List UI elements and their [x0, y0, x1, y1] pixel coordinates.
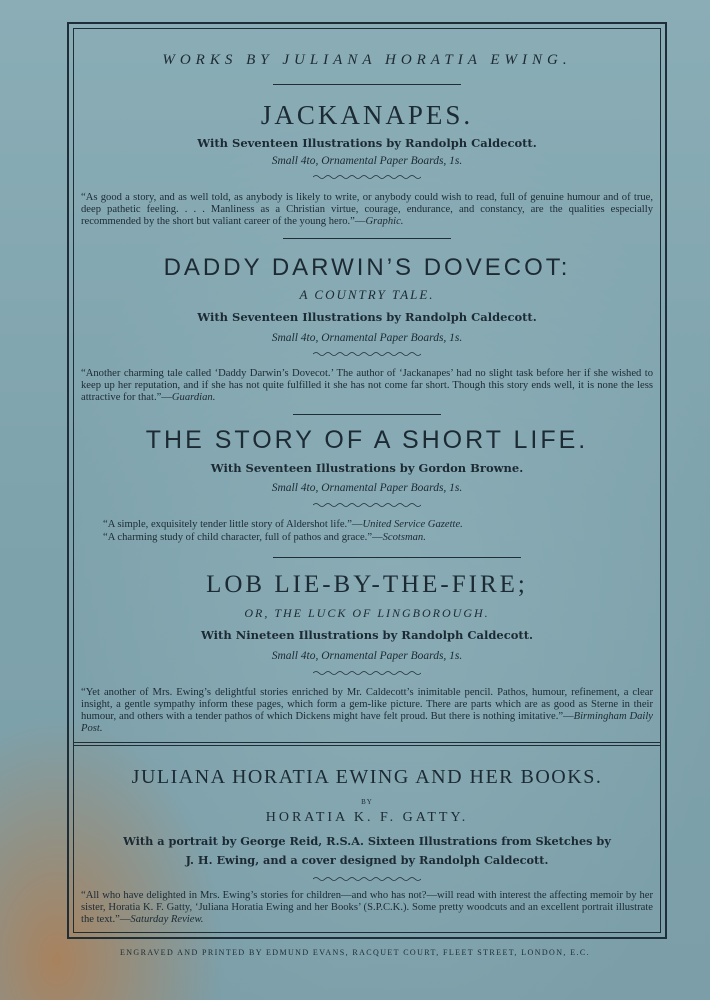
book-format-jackanapes: Small 4to, Ornamental Paper Boards, 1s.	[271, 155, 463, 167]
book-title-daddy-darwin: DADDY DARWIN’S DOVECOT:	[163, 254, 571, 281]
biography-illustrations-line1: With a portrait by George Reid, R.S.A. Sixteen Illustrations from Sketches by	[123, 834, 611, 848]
book-format-daddy-darwin: Small 4to, Ornamental Paper Boards, 1s.	[271, 332, 463, 344]
book-title-lob-lie: LOB LIE-BY-THE-FIRE;	[206, 571, 528, 598]
book-illustrations-short-life: With Seventeen Illustrations by Gordon Browne.	[210, 461, 524, 475]
biography-author: HORATIA K. F. GATTY.	[265, 810, 469, 825]
book-subtitle-daddy-darwin: A COUNTRY TALE.	[299, 287, 435, 302]
wavy-ornament	[313, 502, 421, 508]
divider	[273, 84, 461, 85]
book-subtitle-lob-lie: OR, THE LUCK OF LINGBOROUGH.	[244, 606, 490, 620]
book-title-jackanapes: JACKANAPES.	[260, 100, 474, 130]
wavy-ornament	[313, 876, 421, 882]
divider	[273, 557, 521, 558]
divider	[293, 414, 441, 415]
review-quote-short-life-1: “A simple, exquisitely tender little story of Aldershot life.”—United Service Gazette.	[103, 519, 463, 530]
book-illustrations-lob-lie: With Nineteen Illustrations by Randolph Caldecott.	[200, 628, 534, 642]
review-quote-biography: “All who have delighted in Mrs. Ewing’s stories for children—and who has not?—will read with interest the affecting memoir by her sister, Horatia K. F. Gatty, ‘Juliana Horatia Ewing and her Books’ (S.P.C.K.). Some pretty woodcuts and an excellent portrait illustrate the text.”—Saturday Review.	[81, 890, 653, 925]
double-divider	[73, 742, 661, 746]
biography-by: BY	[361, 798, 373, 806]
biography-illustrations-line2: J. H. Ewing, and a cover designed by Randolph Caldecott.	[185, 853, 549, 867]
printer-imprint: ENGRAVED AND PRINTED BY EDMUND EVANS, RACQUET COURT, FLEET STREET, LONDON, E.C.	[119, 948, 591, 957]
divider	[283, 238, 451, 239]
series-title: WORKS BY JULIANA HORATIA EWING.	[162, 52, 572, 68]
wavy-ornament	[313, 351, 421, 357]
book-illustrations-daddy-darwin: With Seventeen Illustrations by Randolph Caldecott.	[197, 310, 537, 324]
review-quote-jackanapes: “As good a story, and as well told, as anybody is likely to write, or anybody could wish to read, full of genuine humour and of true, deep pathetic feeling. . . . Manliness as a Christian virtue, courage, endurance, and constancy, are the qualities especially recommended by the short but valiant career of the young hero.”—Graphic.	[81, 192, 653, 227]
biography-title: JULIANA HORATIA EWING AND HER BOOKS.	[131, 766, 603, 788]
wavy-ornament	[313, 174, 421, 180]
book-title-short-life: THE STORY OF A SHORT LIFE.	[145, 426, 589, 454]
review-quote-short-life-2: “A charming study of child character, full of pathos and grace.”—Scotsman.	[103, 532, 426, 543]
review-quote-lob-lie: “Yet another of Mrs. Ewing’s delightful stories enriched by Mr. Caldecott’s inimitable pencil. Pathos, humour, refinement, a clear insight, a gentle sympathy inform these pages, which form a gem-like picture. There are parts which are as good as Sterne in their humour, and others with a tender pathos of which Dickens might have felt proud. But there is nothing imitative.”—Birmingham Daily Post.	[81, 687, 654, 734]
book-format-short-life: Small 4to, Ornamental Paper Boards, 1s.	[271, 482, 463, 494]
review-quote-daddy-darwin: “Another charming tale called ‘Daddy Darwin’s Dovecot.’ The author of ‘Jackanapes’ had no slight task before her if she wished to keep up her reputation, and if she has not quite fulfilled it she has not come far short. Though this story ends well, it is none the less attractive for that.”—Guardian.	[81, 368, 653, 403]
wavy-ornament	[313, 670, 421, 676]
book-illustrations-jackanapes: With Seventeen Illustrations by Randolph Caldecott.	[197, 136, 537, 150]
book-format-lob-lie: Small 4to, Ornamental Paper Boards, 1s.	[271, 650, 463, 662]
advert-content	[73, 28, 661, 933]
